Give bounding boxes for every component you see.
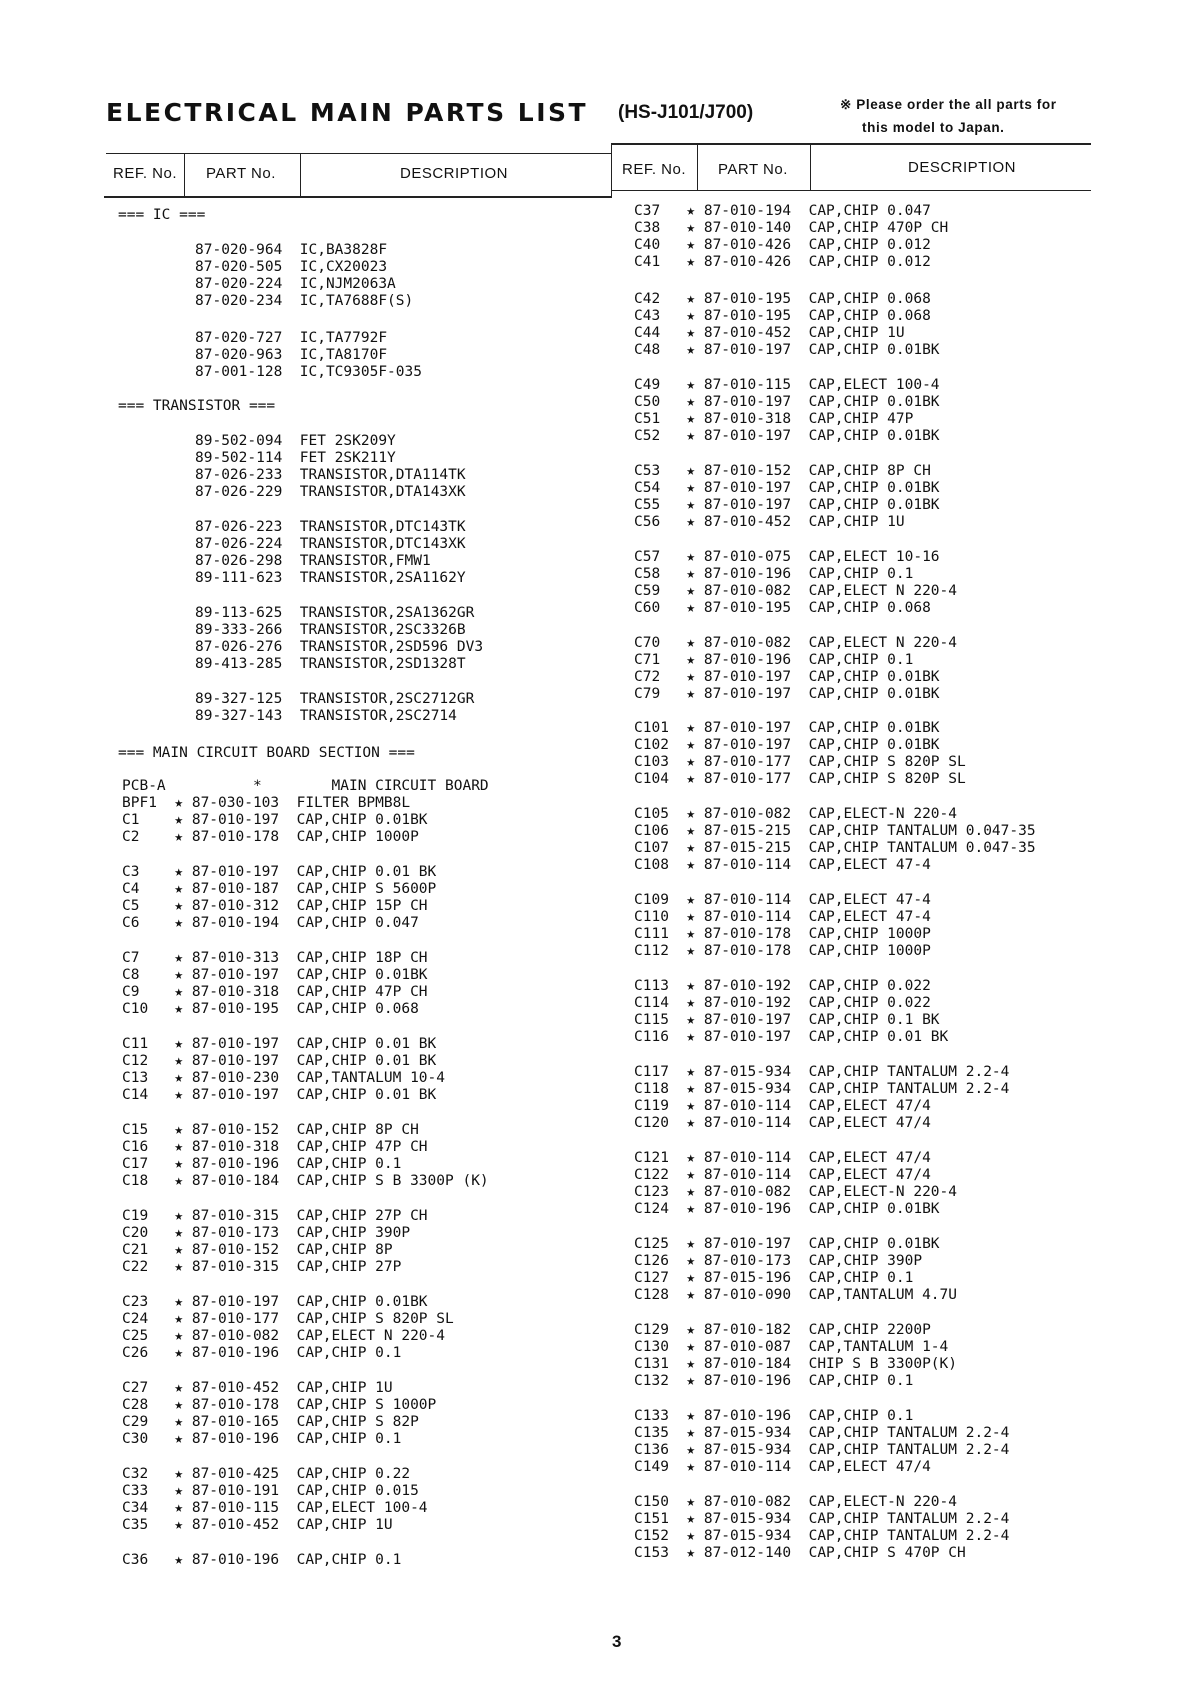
right-row: C44 ★ 87-010-452 CAP,CHIP 1U	[634, 325, 905, 341]
left-row: C5 ★ 87-010-312 CAP,CHIP 15P CH	[122, 898, 428, 914]
left-row: 89-111-623 TRANSISTOR,2SA1162Y	[195, 570, 466, 586]
left-row: 87-026-298 TRANSISTOR,FMW1	[195, 553, 431, 569]
left-row: C7 ★ 87-010-313 CAP,CHIP 18P CH	[122, 950, 428, 966]
divider-3	[611, 145, 612, 197]
right-row: C114 ★ 87-010-192 CAP,CHIP 0.022	[634, 995, 931, 1011]
left-row: C6 ★ 87-010-194 CAP,CHIP 0.047	[122, 915, 419, 931]
right-row: C51 ★ 87-010-318 CAP,CHIP 47P	[634, 411, 914, 427]
divider-2	[300, 153, 301, 197]
left-row: 87-020-964 IC,BA3828F	[195, 242, 388, 258]
col-desc-right: DESCRIPTION	[908, 159, 1017, 176]
left-row: C4 ★ 87-010-187 CAP,CHIP S 5600P	[122, 881, 437, 897]
right-row: C112 ★ 87-010-178 CAP,CHIP 1000P	[634, 943, 931, 959]
left-row: C30 ★ 87-010-196 CAP,CHIP 0.1	[122, 1431, 402, 1447]
right-row: C131 ★ 87-010-184 CHIP S B 3300P(K)	[634, 1356, 958, 1372]
page-number: 3	[612, 1632, 622, 1651]
right-row: C56 ★ 87-010-452 CAP,CHIP 1U	[634, 514, 905, 530]
right-row: C72 ★ 87-010-197 CAP,CHIP 0.01BK	[634, 669, 940, 685]
order-note-line1: ※ Please order the all parts for	[840, 97, 1057, 112]
left-row: 87-026-224 TRANSISTOR,DTC143XK	[195, 536, 466, 552]
right-row: C38 ★ 87-010-140 CAP,CHIP 470P CH	[634, 220, 949, 236]
right-row: C105 ★ 87-010-082 CAP,ELECT-N 220-4	[634, 806, 958, 822]
left-row: 89-327-143 TRANSISTOR,2SC2714	[195, 708, 457, 724]
left-row: C17 ★ 87-010-196 CAP,CHIP 0.1	[122, 1156, 402, 1172]
right-row: C117 ★ 87-015-934 CAP,CHIP TANTALUM 2.2-4	[634, 1064, 1010, 1080]
right-row: C59 ★ 87-010-082 CAP,ELECT N 220-4	[634, 583, 958, 599]
order-note	[840, 93, 1057, 139]
left-row: 89-327-125 TRANSISTOR,2SC2712GR	[195, 691, 475, 707]
right-row: C128 ★ 87-010-090 CAP,TANTALUM 4.7U	[634, 1287, 958, 1303]
left-row: 87-026-229 TRANSISTOR,DTA143XK	[195, 484, 466, 500]
left-row: 87-020-234 IC,TA7688F(S)	[195, 293, 414, 309]
divider-5	[810, 145, 811, 191]
right-row: C48 ★ 87-010-197 CAP,CHIP 0.01BK	[634, 342, 940, 358]
page-title: ELECTRICAL MAIN PARTS LIST	[106, 98, 589, 127]
right-row: C151 ★ 87-015-934 CAP,CHIP TANTALUM 2.2-4	[634, 1511, 1010, 1527]
left-row: 87-026-223 TRANSISTOR,DTC143TK	[195, 519, 466, 535]
right-row: C110 ★ 87-010-114 CAP,ELECT 47-4	[634, 909, 931, 925]
left-row: C33 ★ 87-010-191 CAP,CHIP 0.015	[122, 1483, 419, 1499]
right-row: C49 ★ 87-010-115 CAP,ELECT 100-4	[634, 377, 940, 393]
order-note-line2: this model to Japan.	[862, 120, 1005, 135]
right-row: C136 ★ 87-015-934 CAP,CHIP TANTALUM 2.2-4	[634, 1442, 1010, 1458]
left-row: C11 ★ 87-010-197 CAP,CHIP 0.01 BK	[122, 1036, 437, 1052]
left-row: PCB-A * MAIN CIRCUIT BOARD	[122, 778, 489, 794]
left-row: 87-026-233 TRANSISTOR,DTA114TK	[195, 467, 466, 483]
right-row: C153 ★ 87-012-140 CAP,CHIP S 470P CH	[634, 1545, 966, 1561]
right-row: C121 ★ 87-010-114 CAP,ELECT 47/4	[634, 1150, 931, 1166]
left-row: C36 ★ 87-010-196 CAP,CHIP 0.1	[122, 1552, 402, 1568]
right-row: C125 ★ 87-010-197 CAP,CHIP 0.01BK	[634, 1236, 940, 1252]
left-row: 89-113-625 TRANSISTOR,2SA1362GR	[195, 605, 475, 621]
left-row: === TRANSISTOR ===	[118, 398, 276, 414]
left-row: C20 ★ 87-010-173 CAP,CHIP 390P	[122, 1225, 411, 1241]
left-row: C8 ★ 87-010-197 CAP,CHIP 0.01BK	[122, 967, 428, 983]
left-row: C12 ★ 87-010-197 CAP,CHIP 0.01 BK	[122, 1053, 437, 1069]
left-row: C28 ★ 87-010-178 CAP,CHIP S 1000P	[122, 1397, 437, 1413]
right-row: C135 ★ 87-015-934 CAP,CHIP TANTALUM 2.2-4	[634, 1425, 1010, 1441]
right-row: C133 ★ 87-010-196 CAP,CHIP 0.1	[634, 1408, 914, 1424]
right-row: C116 ★ 87-010-197 CAP,CHIP 0.01 BK	[634, 1029, 949, 1045]
rule-top-left	[106, 153, 611, 154]
left-row: C19 ★ 87-010-315 CAP,CHIP 27P CH	[122, 1208, 428, 1224]
right-row: C120 ★ 87-010-114 CAP,ELECT 47/4	[634, 1115, 931, 1131]
right-row: C111 ★ 87-010-178 CAP,CHIP 1000P	[634, 926, 931, 942]
left-row: C2 ★ 87-010-178 CAP,CHIP 1000P	[122, 829, 419, 845]
col-ref-right: REF. No.	[622, 161, 687, 178]
right-row: C60 ★ 87-010-195 CAP,CHIP 0.068	[634, 600, 931, 616]
rule-top-right	[611, 143, 1091, 145]
right-row: C132 ★ 87-010-196 CAP,CHIP 0.1	[634, 1373, 914, 1389]
right-row: C106 ★ 87-015-215 CAP,CHIP TANTALUM 0.047-35	[634, 823, 1036, 839]
right-row: C124 ★ 87-010-196 CAP,CHIP 0.01BK	[634, 1201, 940, 1217]
left-row: C14 ★ 87-010-197 CAP,CHIP 0.01 BK	[122, 1087, 437, 1103]
right-row: C54 ★ 87-010-197 CAP,CHIP 0.01BK	[634, 480, 940, 496]
left-row: C18 ★ 87-010-184 CAP,CHIP S B 3300P (K)	[122, 1173, 489, 1189]
right-row: C108 ★ 87-010-114 CAP,ELECT 47-4	[634, 857, 931, 873]
left-row: C23 ★ 87-010-197 CAP,CHIP 0.01BK	[122, 1294, 428, 1310]
right-row: C40 ★ 87-010-426 CAP,CHIP 0.012	[634, 237, 931, 253]
left-row: C15 ★ 87-010-152 CAP,CHIP 8P CH	[122, 1122, 419, 1138]
left-row: C1 ★ 87-010-197 CAP,CHIP 0.01BK	[122, 812, 428, 828]
right-row: C115 ★ 87-010-197 CAP,CHIP 0.1 BK	[634, 1012, 940, 1028]
right-row: C52 ★ 87-010-197 CAP,CHIP 0.01BK	[634, 428, 940, 444]
right-row: C37 ★ 87-010-194 CAP,CHIP 0.047	[634, 203, 931, 219]
right-row: C70 ★ 87-010-082 CAP,ELECT N 220-4	[634, 635, 958, 651]
right-row: C58 ★ 87-010-196 CAP,CHIP 0.1	[634, 566, 914, 582]
left-row: 87-001-128 IC,TC9305F-035	[195, 364, 422, 380]
left-row: C10 ★ 87-010-195 CAP,CHIP 0.068	[122, 1001, 419, 1017]
right-row: C122 ★ 87-010-114 CAP,ELECT 47/4	[634, 1167, 931, 1183]
right-row: C41 ★ 87-010-426 CAP,CHIP 0.012	[634, 254, 931, 270]
right-row: C149 ★ 87-010-114 CAP,ELECT 47/4	[634, 1459, 931, 1475]
left-row: C22 ★ 87-010-315 CAP,CHIP 27P	[122, 1259, 402, 1275]
right-row: C102 ★ 87-010-197 CAP,CHIP 0.01BK	[634, 737, 940, 753]
right-row: C104 ★ 87-010-177 CAP,CHIP S 820P SL	[634, 771, 966, 787]
right-row: C57 ★ 87-010-075 CAP,ELECT 10-16	[634, 549, 940, 565]
left-row: C34 ★ 87-010-115 CAP,ELECT 100-4	[122, 1500, 428, 1516]
right-row: C55 ★ 87-010-197 CAP,CHIP 0.01BK	[634, 497, 940, 513]
right-row: C127 ★ 87-015-196 CAP,CHIP 0.1	[634, 1270, 914, 1286]
left-row: === IC ===	[118, 207, 206, 223]
left-row: 89-502-114 FET 2SK211Y	[195, 450, 396, 466]
left-row: C29 ★ 87-010-165 CAP,CHIP S 82P	[122, 1414, 419, 1430]
right-row: C43 ★ 87-010-195 CAP,CHIP 0.068	[634, 308, 931, 324]
left-row: C27 ★ 87-010-452 CAP,CHIP 1U	[122, 1380, 393, 1396]
divider-4	[697, 145, 698, 191]
right-row: C103 ★ 87-010-177 CAP,CHIP S 820P SL	[634, 754, 966, 770]
left-row: C35 ★ 87-010-452 CAP,CHIP 1U	[122, 1517, 393, 1533]
left-row: === MAIN CIRCUIT BOARD SECTION ===	[118, 745, 415, 761]
left-row: 87-026-276 TRANSISTOR,2SD596 DV3	[195, 639, 484, 655]
right-row: C129 ★ 87-010-182 CAP,CHIP 2200P	[634, 1322, 931, 1338]
left-row: C9 ★ 87-010-318 CAP,CHIP 47P CH	[122, 984, 428, 1000]
right-row: C101 ★ 87-010-197 CAP,CHIP 0.01BK	[634, 720, 940, 736]
model-label: (HS-J101/J700)	[618, 102, 754, 123]
right-row: C113 ★ 87-010-192 CAP,CHIP 0.022	[634, 978, 931, 994]
right-row: C42 ★ 87-010-195 CAP,CHIP 0.068	[634, 291, 931, 307]
rule-header-bottom	[104, 196, 612, 198]
left-row: 89-333-266 TRANSISTOR,2SC3326B	[195, 622, 466, 638]
right-row: C107 ★ 87-015-215 CAP,CHIP TANTALUM 0.047-35	[634, 840, 1036, 856]
right-row: C126 ★ 87-010-173 CAP,CHIP 390P	[634, 1253, 923, 1269]
right-row: C53 ★ 87-010-152 CAP,CHIP 8P CH	[634, 463, 931, 479]
left-row: C32 ★ 87-010-425 CAP,CHIP 0.22	[122, 1466, 411, 1482]
left-row: 87-020-505 IC,CX20023	[195, 259, 388, 275]
left-row: C25 ★ 87-010-082 CAP,ELECT N 220-4	[122, 1328, 446, 1344]
rule-header-bottom-right	[611, 190, 1091, 191]
col-part-right: PART No.	[718, 161, 788, 178]
left-row: 89-502-094 FET 2SK209Y	[195, 433, 396, 449]
left-row: 87-020-963 IC,TA8170F	[195, 347, 388, 363]
divider-1	[184, 153, 185, 197]
col-ref-left: REF. No.	[113, 165, 178, 182]
right-row: C109 ★ 87-010-114 CAP,ELECT 47-4	[634, 892, 931, 908]
right-row: C119 ★ 87-010-114 CAP,ELECT 47/4	[634, 1098, 931, 1114]
left-row: 89-413-285 TRANSISTOR,2SD1328T	[195, 656, 466, 672]
left-row: C26 ★ 87-010-196 CAP,CHIP 0.1	[122, 1345, 402, 1361]
right-row: C123 ★ 87-010-082 CAP,ELECT-N 220-4	[634, 1184, 958, 1200]
right-row: C79 ★ 87-010-197 CAP,CHIP 0.01BK	[634, 686, 940, 702]
left-row: C16 ★ 87-010-318 CAP,CHIP 47P CH	[122, 1139, 428, 1155]
left-row: 87-020-727 IC,TA7792F	[195, 330, 388, 346]
right-row: C118 ★ 87-015-934 CAP,CHIP TANTALUM 2.2-4	[634, 1081, 1010, 1097]
left-row: C21 ★ 87-010-152 CAP,CHIP 8P	[122, 1242, 393, 1258]
right-row: C50 ★ 87-010-197 CAP,CHIP 0.01BK	[634, 394, 940, 410]
right-row: C71 ★ 87-010-196 CAP,CHIP 0.1	[634, 652, 914, 668]
left-row: C13 ★ 87-010-230 CAP,TANTALUM 10-4	[122, 1070, 446, 1086]
left-row: C3 ★ 87-010-197 CAP,CHIP 0.01 BK	[122, 864, 437, 880]
right-row: C152 ★ 87-015-934 CAP,CHIP TANTALUM 2.2-4	[634, 1528, 1010, 1544]
left-row: 87-020-224 IC,NJM2063A	[195, 276, 396, 292]
right-row: C130 ★ 87-010-087 CAP,TANTALUM 1-4	[634, 1339, 949, 1355]
col-desc-left: DESCRIPTION	[400, 165, 509, 182]
right-row: C150 ★ 87-010-082 CAP,ELECT-N 220-4	[634, 1494, 958, 1510]
col-part-left: PART No.	[206, 165, 276, 182]
left-row: C24 ★ 87-010-177 CAP,CHIP S 820P SL	[122, 1311, 454, 1327]
left-row: BPF1 ★ 87-030-103 FILTER BPMB8L	[122, 795, 411, 811]
